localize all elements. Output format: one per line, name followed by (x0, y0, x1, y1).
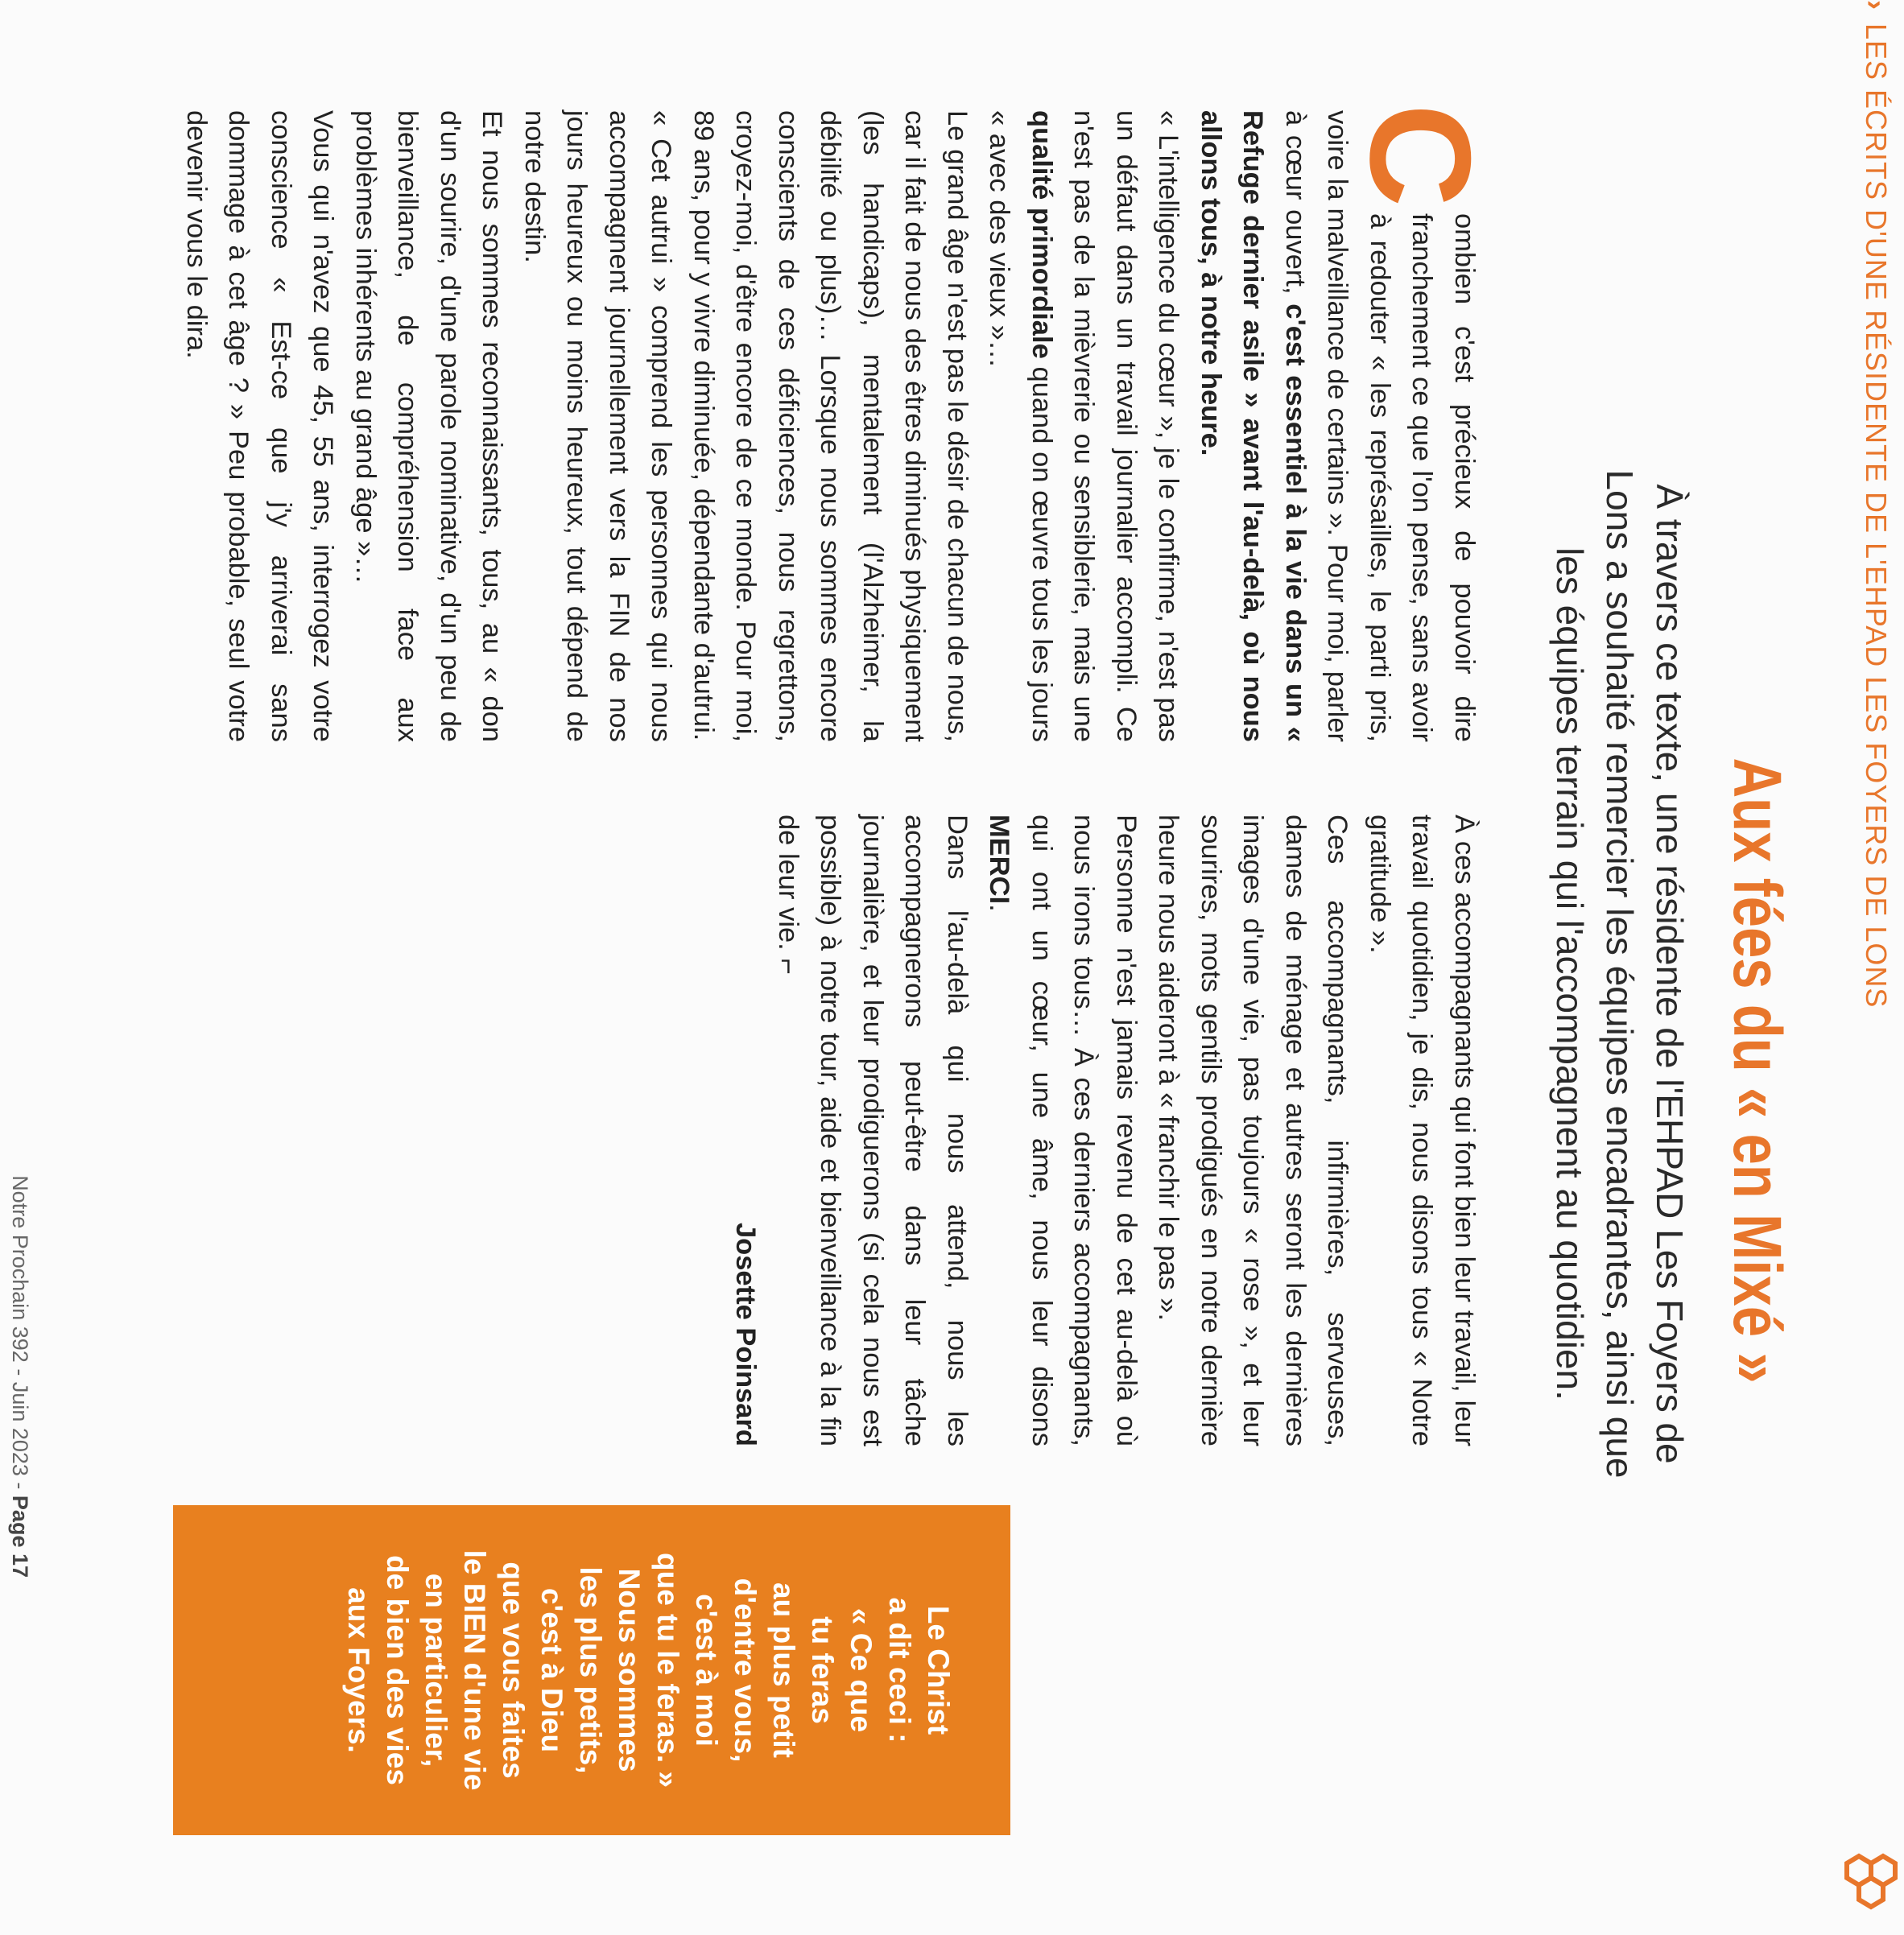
chevron-right-icon: › (1860, 0, 1893, 10)
signature: Josette Poinsard (730, 1222, 762, 1446)
quote-line: c'est à moi (690, 1594, 723, 1747)
quote-line: le BIEN d'une vie (458, 1549, 491, 1791)
paragraph: À ces accompagnants qui font bien leur travail, leur travail quotidien, je dis, nous disons tous « Notre gratitude ». (1365, 815, 1480, 1446)
quote-line: Le Christ (922, 1605, 955, 1735)
paragraph: Personne n'est jamais revenu de cet au-delà où nous irons tous… À ces derniers accompagnants, qui ont un cœur, une âme, nous leur disons MERCI. (984, 815, 1142, 1446)
paragraph: Vous qui n'avez que 45, 55 ans, interrogez votre conscience « Est-ce que j'y arriverai sans dommage à cet âge ? » Peu probable, seul votre devenir vous le dira. (181, 110, 339, 742)
quote-line: a dit ceci : (883, 1597, 916, 1743)
quote-line: aux Foyers. (342, 1587, 375, 1753)
quote-line: au plus petit (767, 1582, 800, 1758)
quote-line: que vous faites (497, 1562, 530, 1779)
quote-line: d'entre vous, (729, 1578, 762, 1763)
page-footer (7, 1127, 32, 1578)
paragraph: « Cet autrui » comprend les personnes qui nous accompagnent journellement vers la FIN de nos jours heureux ou moins heureux, tout dépend de notre destin. (519, 110, 677, 742)
dropcap (1340, 103, 1501, 208)
article-body (101, 103, 1501, 1446)
quote-line: en particulier, (419, 1573, 452, 1768)
paragraph: Le grand âge n'est pas le désir de chacun de nous, car il fait de nous des êtres diminués physiquement (les handicaps), mentalement (l'Alzheimer, la débilité ou plus)… Lorsque nous sommes encore conscients de ces déficiences, nous regrettons, croyez-moi, d'être encore de ce monde. Pour moi, 89 ans, pour y vivre diminuée, dépendante d'autrui. (688, 110, 973, 742)
hexagon-cluster-icon (1843, 1847, 1899, 1920)
page-number: Page 17 (8, 1495, 32, 1578)
article-title: Aux fées du « en Mixé » (1720, 757, 1795, 1384)
end-mark-icon: ⌐ (773, 958, 803, 975)
quote-line: de bien des vies (381, 1555, 414, 1785)
paragraph: « L'intelligence du cœur », je le confirme, n'est pas un défaut dans un travail journalier accompli. Ce n'est pas de la mièvrerie ou sensiblerie, mais une qualité primordiale quand on œuvre tous les jours « avec des vieux »… (984, 110, 1184, 742)
running-header (1859, 0, 1893, 1690)
svg-text:C: C (1340, 103, 1501, 208)
publication-info: Notre Prochain 392 - Juin 2023 - (8, 1175, 32, 1496)
quote-line: Nous sommes (613, 1568, 646, 1772)
paragraph: Ces accompagnants, infirmières, serveuses, dames de ménage et autres seront les dernières images d'une vie, pas toujours « rose », et leur sourires, mots gentils prodigués en notre dernière heure nous aideront à « franchir le pas ». (1153, 815, 1353, 1446)
paragraph: Dans l'au-delà qui nous attend, nous les accompagnerons peut-être dans leur tâche journalière, et leur prodiguerons (si cela nous est possible) à notre tour, aide et bienveillance à la fin de leur vie.⌐ (773, 815, 973, 1446)
paragraph: Et nous sommes reconnaissants, tous, au « don d'un sourire, d'une parole nominative, d'un peu de bienveillance, de compréhension face aux problèmes inhérents au grand âge »… (350, 110, 508, 742)
quote-line: tu feras (806, 1616, 839, 1724)
quote-line: les plus petits, (574, 1566, 607, 1774)
running-title: LES ÉCRITS D'UNE RÉSIDENTE DE L'EHPAD LES FOYERS DE LONS (1860, 23, 1893, 1009)
quote-line: c'est à Dieu (535, 1587, 568, 1753)
quote-line: « Ce que (845, 1607, 878, 1733)
quote-sidebar (173, 1505, 1010, 1835)
paragraph: ombien c'est précieux de pouvoir dire franchement ce que l'on pense, sans avoir à redouter « les représailles, le parti pris, voire la malveillance de certains ». Pour moi, parler à cœur ouvert, c'est essentiel à la vie dans un « Refuge dernier asile » avant l'au-delà, où nous allons tous, à notre heure. (1196, 110, 1480, 742)
quote-line: que tu le feras. » (651, 1553, 684, 1788)
article-intro: À travers ce texte, une résidente de l'EHPAD Les Foyers de Lons a souhaité remercier les équipes encadrantes, ainsi que les équipes terrain qui l'accompagnent au quotidien. (1549, 469, 1691, 1479)
sidebar-quote (339, 1505, 957, 1835)
